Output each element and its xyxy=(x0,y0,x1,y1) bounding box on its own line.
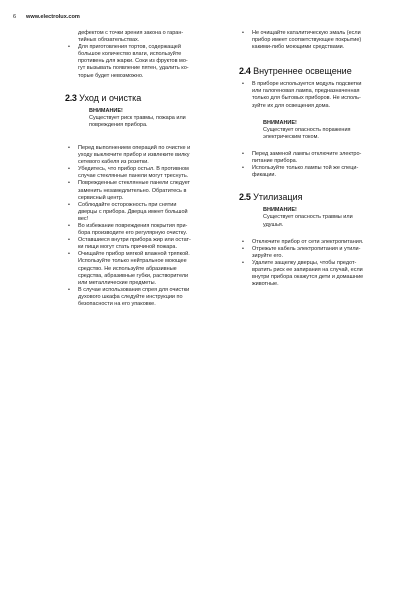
text-line: зируйте его. xyxy=(252,252,283,259)
text-line: животные. xyxy=(252,281,279,288)
page-number: 6 xyxy=(13,14,17,20)
text-line: • Отключите прибор от сети электропитания. xyxy=(252,238,364,245)
list-item xyxy=(239,239,399,246)
text-line: • Убедитесь, что прибор остыл. В противном xyxy=(78,166,189,173)
section-title: Уход и очистка xyxy=(79,92,142,103)
list-item xyxy=(65,166,225,180)
section-number: 2.5 xyxy=(239,192,251,203)
text-line: или металлические предметы. xyxy=(78,279,157,286)
text-line: или галогеновая лампа, предназначенная xyxy=(252,88,360,95)
warning-block xyxy=(65,108,225,129)
text-line: • Во избежание повреждения покрытия при- xyxy=(78,222,188,229)
care-list xyxy=(65,145,225,308)
list-item xyxy=(239,260,399,288)
text-line: сервисный центр. xyxy=(78,194,124,201)
text-line: зуйте их для освещения дома. xyxy=(252,102,331,109)
lighting-list xyxy=(239,81,399,109)
text-line: средства, абразивные губки, растворители xyxy=(78,272,189,279)
disposal-list xyxy=(239,239,399,289)
text-line: • Очищайте прибор мягкой влажной тряпкой. xyxy=(78,251,190,258)
warning-title: ВНИМАНИЕ! xyxy=(263,207,297,214)
warning-text: Существует опасность травмы или xyxy=(263,214,353,221)
text-line: прибор имеет соответствующее покрытие) xyxy=(252,37,362,44)
list-item xyxy=(239,30,399,51)
text-line: • Поврежденные стеклянные панели следует xyxy=(78,180,191,187)
text-line: торые будет невозможно. xyxy=(78,72,144,79)
text-line: случае стеклянные панели могут треснуть. xyxy=(78,173,189,180)
list-item xyxy=(239,151,399,165)
text-line: • Перед заменой лампы отключите электро- xyxy=(252,150,362,157)
warning-title: ВНИМАНИЕ! xyxy=(263,119,297,126)
text-line: • Используйте только лампы той же специ- xyxy=(252,165,359,172)
list-item xyxy=(65,44,225,79)
list-item xyxy=(65,180,225,201)
list-item xyxy=(65,237,225,251)
text-line: • В случае использования спрея для очистки xyxy=(78,286,190,293)
text-line: • Для приготовления тортов, содержащей xyxy=(78,44,181,51)
warning-block xyxy=(239,120,399,141)
warning-text: Существует риск травмы, пожара или xyxy=(89,114,186,121)
list-item xyxy=(65,202,225,223)
site-url: www.electrolux.com xyxy=(26,14,80,20)
list-item xyxy=(65,251,225,286)
text-line: средство. Не используйте абразивные xyxy=(78,265,177,272)
text-line: питание прибора. xyxy=(252,158,298,165)
list-item xyxy=(239,165,399,179)
section-number: 2.3 xyxy=(65,92,77,103)
text-line: • Оставшиеся внутри прибора жир или остат- xyxy=(78,237,191,244)
text-line: фикации. xyxy=(252,172,277,179)
warning-text: удушья. xyxy=(263,221,284,228)
text-line: уходу выключите прибор и извлеките вилку xyxy=(78,152,190,159)
text-line: • Перед выполнением операций по очистке и xyxy=(78,144,191,151)
text-line: гут вызывать появление пятен, удалить ко- xyxy=(78,65,189,72)
text-line: большое количество влаги, используйте xyxy=(78,51,182,58)
list-item xyxy=(65,145,225,166)
text-line: • Отрежьте кабель электропитания и утили- xyxy=(252,245,361,252)
text-line: духового шкафа следуйте инструкции по xyxy=(78,293,183,300)
text-line: дверцы с прибора. Дверца имеет большой xyxy=(78,208,188,215)
text-line: вес! xyxy=(78,215,89,222)
text-line: • Не очищайте каталитическую эмаль (если xyxy=(252,30,361,36)
warning-title: ВНИМАНИЕ! xyxy=(89,107,123,114)
text-line: дефектом с точки зрения закона о гаран- xyxy=(78,30,184,36)
right-column xyxy=(239,30,399,288)
section-heading-care xyxy=(65,93,225,104)
warning-text: электрическим током. xyxy=(263,133,319,140)
warning-text: повреждения прибора. xyxy=(89,121,148,128)
text-line: бора производите его регулярную очистку. xyxy=(78,230,187,237)
text-line: безопасности на его упаковке. xyxy=(78,301,156,307)
text-line: ки пищи могут стать причиной пожара. xyxy=(78,244,177,251)
text-line: сетевого кабеля из розетки. xyxy=(78,159,149,166)
list-item xyxy=(239,81,399,109)
left-column xyxy=(65,30,225,308)
list-item xyxy=(65,287,225,308)
list-item xyxy=(65,223,225,237)
text-line: заменить незамедлительно. Обратитесь в xyxy=(78,187,187,194)
text-line: внутри прибора окажутся дети и домашние xyxy=(252,274,364,281)
section-title: Утилизация xyxy=(253,192,303,203)
section-heading-disposal xyxy=(239,192,399,203)
section-heading-lighting xyxy=(239,66,399,77)
text-line: какими-либо моющими средствами. xyxy=(252,44,345,51)
warning-text: Существует опасность поражения xyxy=(263,126,351,133)
text-line: Используйте только нейтральное моющее xyxy=(78,258,187,265)
list-item xyxy=(65,30,225,44)
list-item xyxy=(239,246,399,260)
text-line: тийных обязательствах. xyxy=(78,37,140,44)
text-line: только для бытовых приборов. Не исполь- xyxy=(252,95,361,102)
text-line: • В приборе используется модуль подсветки xyxy=(252,81,362,88)
text-line: противень для жарки. Соки из фруктов мо- xyxy=(78,58,188,65)
section-number: 2.4 xyxy=(239,66,251,77)
warning-block xyxy=(239,207,399,228)
text-line: • Удалите защелку дверцы, чтобы предот- xyxy=(252,259,357,266)
text-line: • Соблюдайте осторожность при снятии xyxy=(78,201,177,208)
lamp-list xyxy=(239,151,399,179)
page-header xyxy=(13,14,80,21)
text-line: вратить риск ее запирания на случай, если xyxy=(252,266,363,273)
section-title: Внутреннее освещение xyxy=(253,66,352,77)
